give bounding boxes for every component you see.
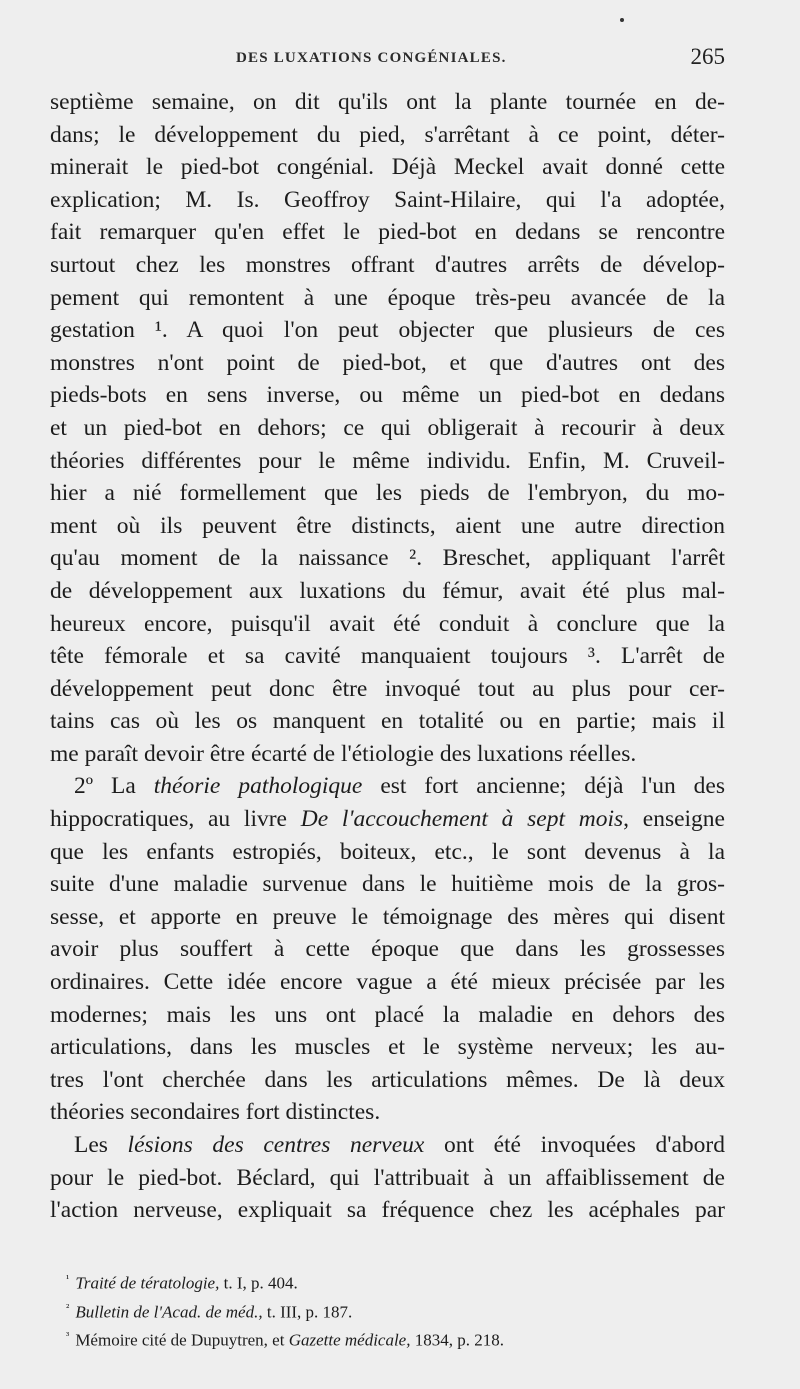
text-line: suite d'une maladie survenue dans le huitième mois de la gros- bbox=[50, 871, 725, 898]
text-line: surtout chez les monstres offrant d'autres arrêts de dévelop- bbox=[50, 251, 725, 278]
ink-speck bbox=[620, 18, 624, 22]
footnote-title: Bulletin de l'Acad. de méd., bbox=[75, 1302, 263, 1322]
text-line: hier a nié formellement que les pieds de l'embryon, du mo- bbox=[50, 480, 725, 507]
text-line: fait remarquer qu'en effet le pied-bot en dedans se rencontre bbox=[50, 219, 725, 246]
text-line: sesse, et apporte en preuve le témoignage des mères qui disent bbox=[50, 903, 725, 930]
footnote-ref: t. I, p. 404. bbox=[219, 1273, 298, 1293]
text-line: dans; le développement du pied, s'arrêtant à ce point, déter- bbox=[50, 121, 725, 148]
footnote bbox=[66, 1267, 686, 1296]
text-line: théories différentes pour le même individu. Enfin, M. Cruveil- bbox=[50, 447, 725, 474]
text-line: ordinaires. Cette idée encore vague a été mieux précisée par les bbox=[50, 969, 725, 996]
text-line: monstres n'ont point de pied-bot, et que d'autres ont des bbox=[50, 349, 725, 376]
text-line: qu'au moment de la naissance ². Breschet, appliquant l'arrêt bbox=[50, 545, 725, 572]
footnotes bbox=[66, 1267, 686, 1353]
footnote-title: Gazette médicale, bbox=[288, 1330, 411, 1350]
page-number: 265 bbox=[690, 44, 725, 69]
footnote-mark: ² bbox=[66, 1301, 70, 1314]
text-line: me paraît devoir être écarté de l'étiologie des luxations réelles. bbox=[50, 740, 637, 767]
text-line: théories secondaires fort distinctes. bbox=[50, 1099, 381, 1126]
text-line: heureux encore, puisqu'il avait été conduit à conclure que la bbox=[50, 610, 725, 637]
text-line: ment où ils peuvent être distincts, aient une autre direction bbox=[50, 512, 725, 539]
italic-run: De l'accouchement à sept mois bbox=[300, 806, 624, 833]
paragraph-2-first-line bbox=[50, 770, 725, 803]
text-line: modernes; mais les uns ont placé la maladie en dehors des bbox=[50, 1001, 725, 1028]
text-line: pieds-bots en sens inverse, ou même un pied-bot en dedans bbox=[50, 382, 725, 409]
text-line: minerait le pied-bot congénial. Déjà Meckel avait donné cette bbox=[50, 154, 725, 181]
footnote-prefix: Mémoire cité de Dupuytren, et bbox=[75, 1330, 289, 1350]
text-run: est fort ancienne; déjà l'un des bbox=[362, 773, 725, 800]
footnote bbox=[66, 1296, 686, 1325]
text-line: septième semaine, on dit qu'ils ont la plante tournée en de- bbox=[50, 89, 725, 115]
text-line: pour le pied-bot. Béclard, qui l'attribuait à un affaiblissement de bbox=[50, 1164, 725, 1191]
text-line: que les enfants estropiés, boiteux, etc., le sont devenus à la bbox=[50, 838, 725, 865]
text-line: pement qui remontent à une époque très-peu avancée de la bbox=[50, 284, 725, 311]
text-line: articulations, dans les muscles et le système nerveux; les au- bbox=[50, 1034, 725, 1061]
text-line: et un pied-bot en dehors; ce qui obligerait à recourir à deux bbox=[50, 414, 725, 441]
body-text bbox=[50, 86, 725, 1227]
paragraph-3-first-line bbox=[50, 1129, 725, 1162]
running-head: DES LUXATIONS CONGÉNIALES. bbox=[236, 50, 507, 66]
text-line: développement peut donc être invoqué tout au plus pour cer- bbox=[50, 675, 725, 702]
footnote-mark: ¹ bbox=[66, 1273, 70, 1285]
footnote-mark: ³ bbox=[66, 1330, 70, 1343]
text-line: avoir plus souffert à cette époque que dans les grossesses bbox=[50, 936, 725, 963]
text-line: tres l'ont cherchée dans les articulations mêmes. De là deux bbox=[50, 1066, 725, 1093]
text-line: de développement aux luxations du fémur, avait été plus mal- bbox=[50, 577, 725, 604]
text-line: gestation ¹. A quoi l'on peut objecter que plusieurs de ces bbox=[50, 317, 725, 344]
text-run: ont été invoquées d'abord bbox=[424, 1132, 725, 1158]
text-line bbox=[50, 803, 725, 836]
page-header bbox=[50, 44, 725, 74]
italic-run: théorie pathologique bbox=[153, 773, 363, 800]
text-line: tains cas où les os manquent en totalité ou en partie; mais il bbox=[50, 708, 725, 735]
text-line: l'action nerveuse, expliquait sa fréquence chez les acéphales par bbox=[50, 1197, 725, 1224]
text-line: explication; M. Is. Geoffroy Saint-Hilaire, qui l'a adoptée, bbox=[50, 186, 725, 213]
footnote bbox=[66, 1324, 686, 1353]
italic-run: lésions des centres nerveux bbox=[127, 1132, 425, 1158]
text-run: , enseigne bbox=[623, 806, 725, 833]
text-run: 2º La bbox=[74, 773, 154, 800]
footnote-title: Traité de tératologie, bbox=[75, 1273, 220, 1293]
text-line: tête fémorale et sa cavité manquaient toujours ³. L'arrêt de bbox=[50, 643, 725, 670]
footnote-ref: t. III, p. 187. bbox=[262, 1302, 353, 1322]
text-run: hippocratiques, au livre bbox=[50, 806, 301, 833]
footnote-ref: 1834, p. 218. bbox=[410, 1330, 504, 1350]
text-run: Les bbox=[74, 1132, 128, 1158]
